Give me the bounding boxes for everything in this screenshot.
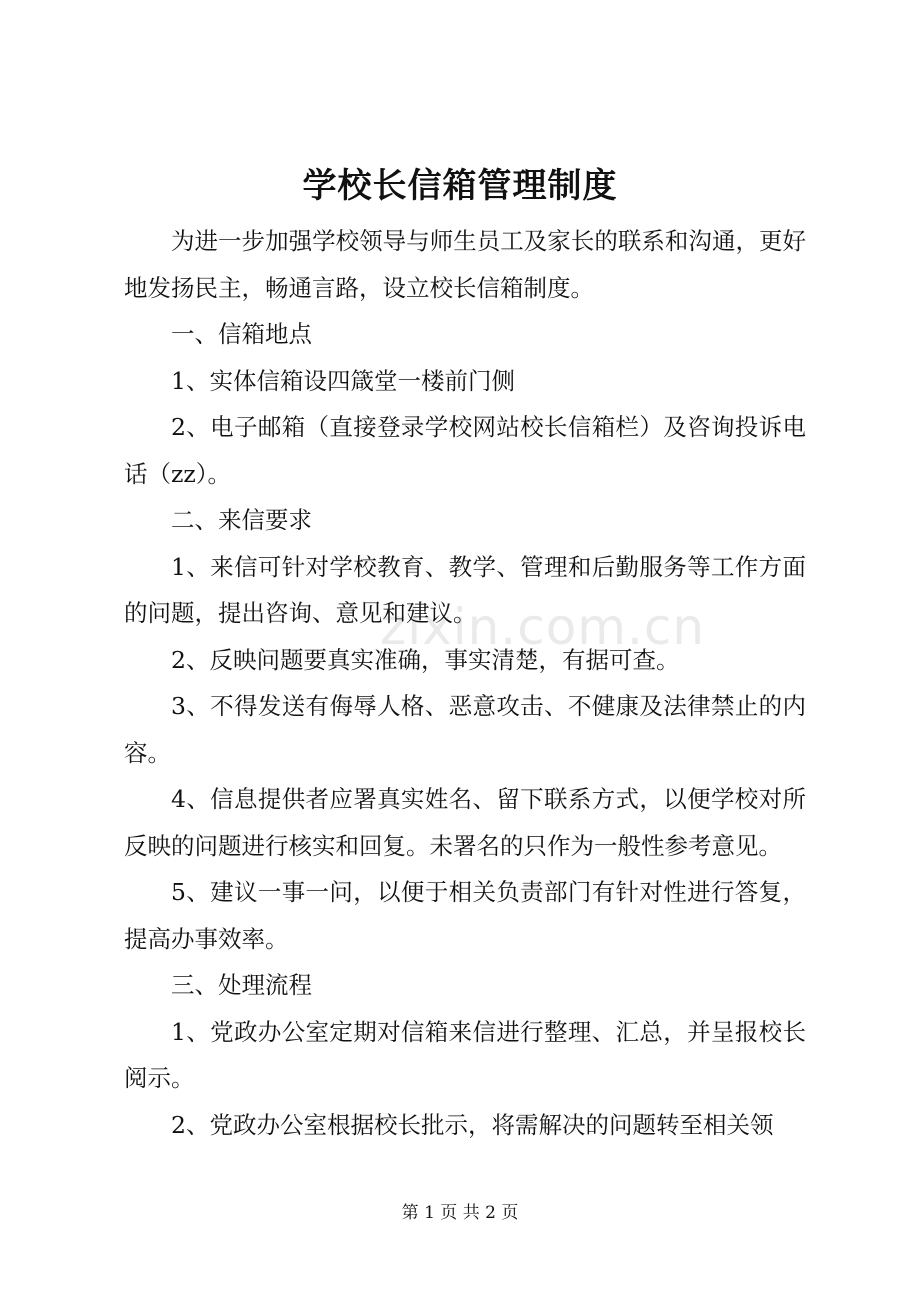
document-body bbox=[124, 218, 806, 1148]
paragraph-process-2: 2、党政办公室根据校长批示，将需解决的问题转至相关领 bbox=[171, 1110, 774, 1139]
paragraph-intro: 为进一步加强学校领导与师生员工及家长的联系和沟通，更好地发扬民主，畅通言路，设立校长信箱制度。 bbox=[124, 227, 806, 302]
paragraph-requirement-4: 4、信息提供者应署真实姓名、留下联系方式，以便学校对所反映的问题进行核实和回复。未署名的只作为一般性参考意见。 bbox=[124, 785, 806, 860]
section-heading-location: 一、信箱地点 bbox=[171, 320, 312, 348]
document-title: 学校长信箱管理制度 bbox=[302, 166, 618, 206]
page-footer: 第 1 页 共 2 页 bbox=[401, 1203, 519, 1223]
paragraph-process-1: 1、党政办公室定期对信箱来信进行整理、汇总，并呈报校长阅示。 bbox=[124, 1017, 806, 1092]
paragraph-requirement-3: 3、不得发送有侮辱人格、恶意攻击、不健康及法律禁止的内容。 bbox=[124, 692, 806, 767]
section-heading-process: 三、处理流程 bbox=[171, 971, 312, 999]
paragraph-requirement-1: 1、来信可针对学校教育、教学、管理和后勤服务等工作方面的问题，提出咨询、意见和建议。 bbox=[124, 552, 806, 627]
paragraph-requirement-5: 5、建议一事一问，以便于相关负责部门有针对性进行答复，提高办事效率。 bbox=[124, 878, 806, 953]
section-heading-requirements: 二、来信要求 bbox=[171, 506, 312, 534]
paragraph-location-1: 1、实体信箱设四箴堂一楼前门侧 bbox=[171, 366, 515, 395]
paragraph-location-2: 2、电子邮箱（直接登录学校网站校长信箱栏）及咨询投诉电话（zz）。 bbox=[124, 413, 806, 488]
watermark-logo: zixin.com.cn bbox=[380, 598, 706, 656]
paragraph-requirement-2: 2、反映问题要真实准确，事实清楚，有据可查。 bbox=[171, 645, 680, 674]
